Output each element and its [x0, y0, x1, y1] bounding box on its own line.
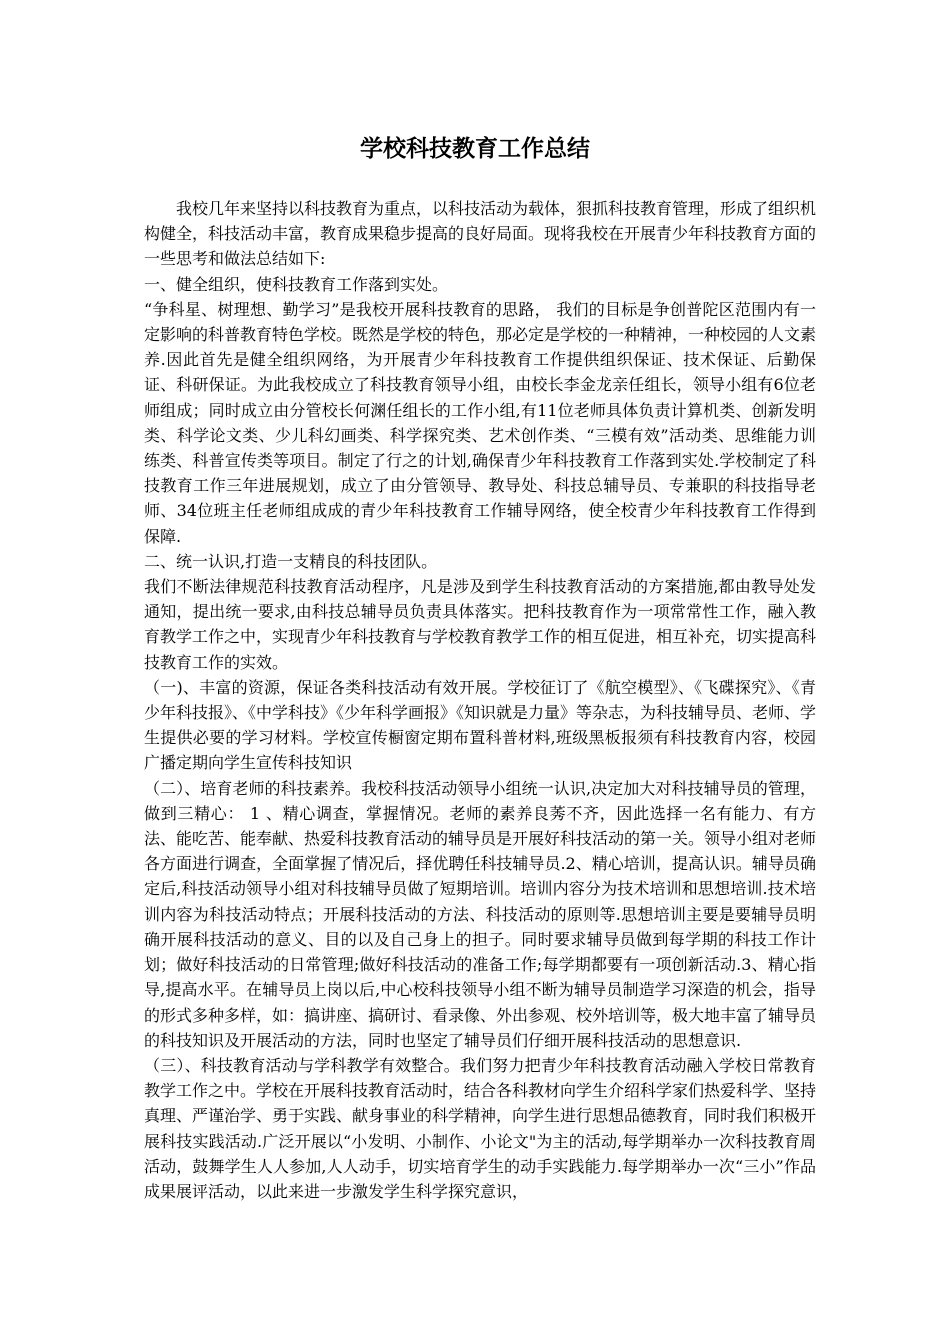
subsection-paragraph-1: （一)、丰富的资源，保证各类科技活动有效开展。学校征订了《航空模型》、《飞碟探究》、《青少年科技报》、《中学科技》《少年科学画报》《知识就是力量》等杂志，为科技辅导员、老师、学生提供必要的学习材料。学校宣传橱窗定期布置科普材料,班级黑板报须有科技教育内容，校园广播定期向学生宣传科技知识: [144, 677, 817, 773]
document-title: 学校科技教育工作总结: [360, 136, 590, 162]
section-heading-1: 一、健全组织，使科技教育工作落到实处。: [144, 274, 449, 294]
intro-paragraph: 我校几年来坚持以科技教育为重点，以科技活动为载体，狠抓科技教育管理，形成了组织机构健全，科技活动丰富，教育成果稳步提高的良好局面。现将我校在开展青少年科技教育方面的一些思考和做法总结如下:: [144, 199, 817, 269]
document-body: [144, 196, 816, 1204]
subsection-paragraph-2: （二）、培育老师的科技素养。我校科技活动领导小组统一认识,决定加大对科技辅导员的管理，做到三精心： 1 、精心调查，掌握情况。老师的素养良莠不齐，因此选择一名有能力、有方法、能吃苦、能奉献、热爱科技教育活动的辅导员是开展好科技活动的第一关。领导小组对老师各方面进行调查，全面掌握了情况后，择优聘任科技辅导员.2、精心培训，提高认识。辅导员确定后,科技活动领导小组对科技辅导员做了短期培训。培训内容分为技术培训和思想培训.技术培训内容为科技活动特点；开展科技活动的方法、科技活动的原则等.思想培训主要是要辅导员明确开展科技活动的意义、目的以及自己身上的担子。同时要求辅导员做到每学期的科技工作计划；做好科技活动的日常管理;做好科技活动的准备工作;每学期都要有一项创新活动.3、精心指导,提高水平。在辅导员上岗以后,中心校科技领导小组不断为辅导员制造学习深造的机会，指导的形式多种多样，如：搞讲座、搞研讨、看录像、外出参观、校外培训等，极大地丰富了辅导员的科技知识及开展活动的方法，同时也坚定了辅导员们仔细开展科技活动的思想意识.: [144, 778, 817, 1050]
section-heading-2: 二、统一认识,打造一支精良的科技团队。: [144, 551, 438, 571]
section-paragraph-1: “争科星、树理想、勤学习”是我校开展科技教育的思路， 我们的目标是争创普陀区范围内有一定影响的科普教育特色学校。既然是学校的特色，那必定是学校的一种精神，一种校园的人文素养.因此首先是健全组织网络，为开展青少年科技教育工作提供组织保证、技术保证、后勤保证、科研保证。为此我校成立了科技教育领导小组，由校长李金龙亲任组长，领导小组有6位老师组成；同时成立由分管校长何渊任组长的工作小组,有11位老师具体负责计算机类、创新发明类、科学论文类、少儿科幻画类、科学探究类、艺术创作类、“三模有效”活动类、思维能力训练类、科普宣传类等项目。制定了行之的计划,确保青少年科技教育工作落到实处.学校制定了科技教育工作三年进展规划，成立了由分管领导、教导处、科技总辅导员、专兼职的科技指导老师、34位班主任老师组成成的青少年科技教育工作辅导网络，使全校青少年科技教育工作得到保障.: [144, 299, 817, 546]
subsection-paragraph-3: （三）、科技教育活动与学科教学有效整合。我们努力把青少年科技教育活动融入学校日常教育教学工作之中。学校在开展科技教育活动时，结合各科教材向学生介绍科学家们热爱科学、坚持真理、严谨治学、勇于实践、献身事业的科学精神，向学生进行思想品德教育，同时我们积极开展科技实践活动.广泛开展以“小发明、小制作、小论文"为主的活动,每学期举办一次科技教育周活动，鼓舞学生人人参加,人人动手，切实培育学生的动手实践能力.每学期举办一次“三小”作品成果展评活动，以此来进一步激发学生科学探究意识，: [144, 1055, 817, 1201]
section-paragraph-2: 我们不断法律规范科技教育活动程序，凡是涉及到学生科技教育活动的方案措施,都由教导处发通知，提出统一要求,由科技总辅导员负责具体落实。把科技教育作为一项常常性工作，融入教育教学工作之中，实现青少年科技教育与学校教育教学工作的相互促进，相互补充，切实提高科技教育工作的实效。: [144, 577, 817, 672]
